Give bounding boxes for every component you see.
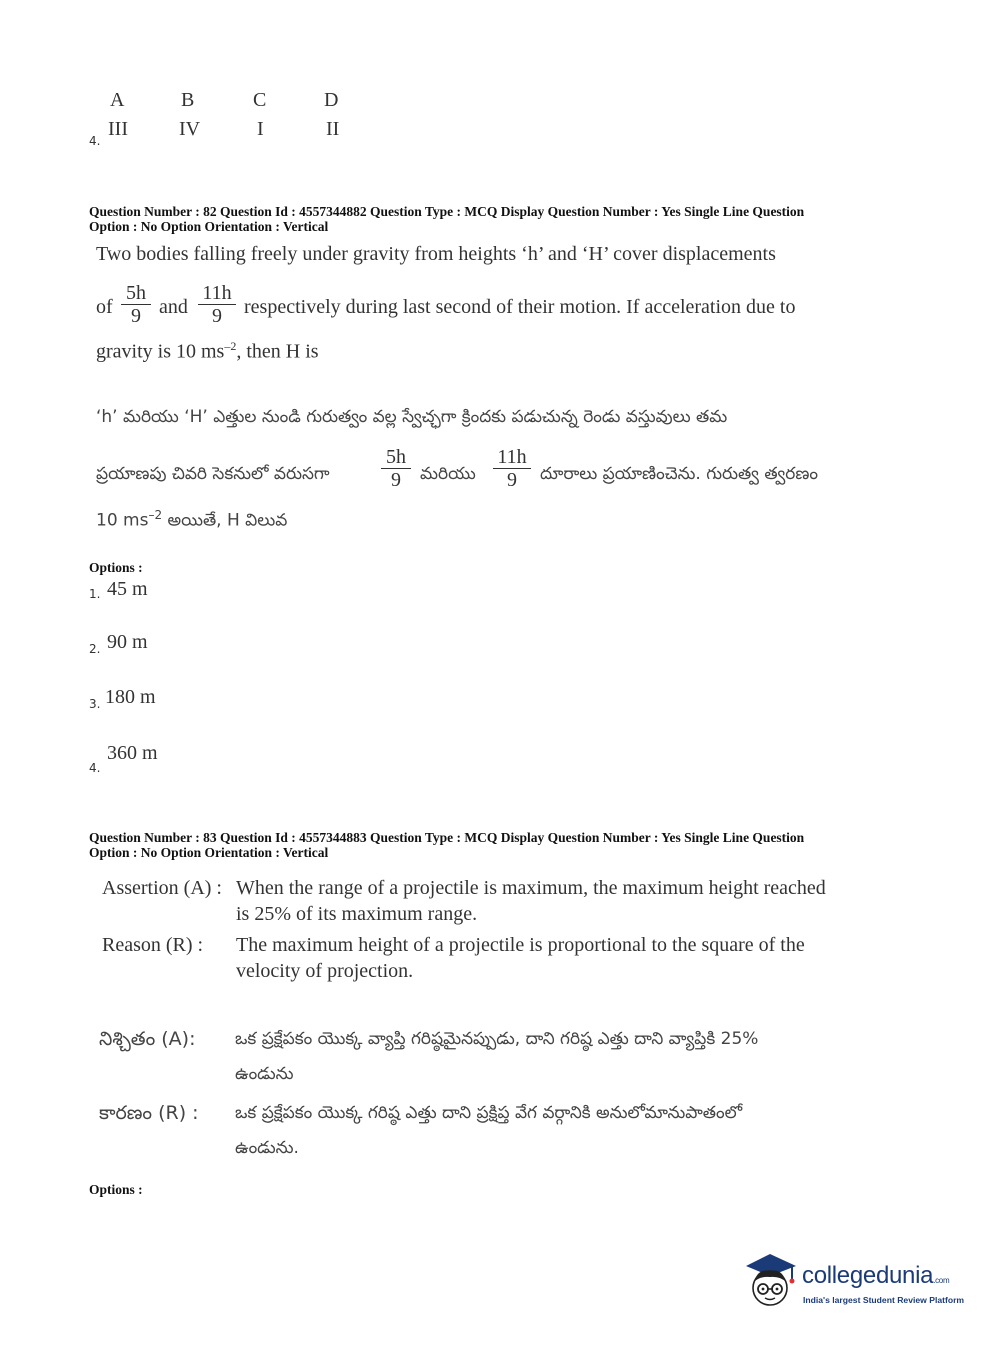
q82-option-4[interactable]: 360 m xyxy=(107,742,158,764)
match-header-c: C xyxy=(253,89,267,111)
fraction-denominator: 9 xyxy=(507,469,517,491)
mascot-icon xyxy=(740,1250,802,1312)
q83-telugu-assertion-line1: ఒక ప్రక్షేపకం యొక్క వ్యాప్తి గరిష్ఠమైనప్పుడు, దాని గరిష్ఠ ఎత్తు దాని వ్యాప్తికి 25% xyxy=(235,1029,759,1049)
logo-name: collegedunia xyxy=(802,1262,934,1289)
q83-header-line2: Option : No Option Orientation : Vertical xyxy=(89,845,329,860)
superscript: –2 xyxy=(224,339,237,353)
q82-option-2[interactable]: 90 m xyxy=(107,631,148,653)
q82-telugu-line2b: దూరాలు ప్రయాణించెను. గురుత్వ త్వరణం xyxy=(540,464,818,484)
match-value-d: II xyxy=(326,118,340,140)
q82-fraction-5h-9 xyxy=(121,282,151,327)
q82-option-2-number: 2. xyxy=(89,642,101,656)
q82-english-of: of xyxy=(96,296,113,318)
q82-header-line1: Question Number : 82 Question Id : 4557344882 Question Type : MCQ Display Question Number : Yes Single Line Question xyxy=(89,204,805,219)
superscript: –2 xyxy=(148,508,163,522)
text: gravity is 10 ms xyxy=(96,340,225,363)
text: అయితే, H విలువ xyxy=(162,510,288,531)
logo-wordmark xyxy=(802,1262,949,1290)
q82-english-line2: respectively during last second of their motion. If acceleration due to xyxy=(244,296,796,318)
fraction-numerator: 5h xyxy=(121,282,151,305)
q82-option-3[interactable]: 180 m xyxy=(105,686,156,708)
q83-header-line1: Question Number : 83 Question Id : 4557344883 Question Type : MCQ Display Question Number : Yes Single Line Question xyxy=(89,830,805,845)
q83-telugu-reason-line2: ఉండును. xyxy=(235,1138,299,1158)
text: 10 ms xyxy=(96,510,149,531)
logo-suffix: .com xyxy=(933,1276,950,1285)
match-header-d: D xyxy=(324,89,339,111)
fraction-denominator: 9 xyxy=(212,305,222,327)
q83-telugu-assertion-line2: ఉండును xyxy=(235,1064,294,1084)
q82-header-line2: Option : No Option Orientation : Vertical xyxy=(89,219,329,234)
q82-telugu-mid: మరియు xyxy=(420,464,476,484)
q82-options-label: Options : xyxy=(89,560,143,575)
q82-option-3-number: 3. xyxy=(89,697,101,711)
fraction-denominator: 9 xyxy=(131,305,141,327)
q83-assertion-line1: When the range of a projectile is maximum, the maximum height reached xyxy=(236,877,826,899)
q83-assertion-line2: is 25% of its maximum range. xyxy=(236,903,478,925)
fraction-numerator: 11h xyxy=(493,446,531,469)
q83-reason-line1: The maximum height of a projectile is proportional to the square of the xyxy=(236,934,805,956)
q82-telugu-fraction-11h-9 xyxy=(493,446,531,491)
fraction-numerator: 11h xyxy=(198,282,236,305)
text: , then H is xyxy=(236,340,319,363)
q83-assertion-label: Assertion (A) : xyxy=(102,877,222,899)
q82-telugu-line1: ‘h’ మరియు ‘H’ ఎత్తుల నుండి గురుత్వం వల్ల స్వేచ్ఛగా క్రిందకు పడుచున్న రెండు వస్తువులు తమ xyxy=(96,407,728,427)
q83-telugu-reason-label: కారణం (R) : xyxy=(99,1102,199,1124)
match-value-c: I xyxy=(257,118,264,140)
match-header-a: A xyxy=(110,89,125,111)
q82-english-line1: Two bodies falling freely under gravity from heights ‘h’ and ‘H’ cover displacements xyxy=(96,243,776,265)
q82-option-4-number: 4. xyxy=(89,761,101,775)
q82-telugu-line2a: ప్రయాణపు చివరి సెకనులో వరుసగా xyxy=(96,464,330,484)
q82-telugu-fraction-5h-9 xyxy=(381,446,411,491)
collegedunia-logo[interactable] xyxy=(740,1250,970,1316)
q83-reason-label: Reason (R) : xyxy=(102,934,204,956)
q83-options-label: Options : xyxy=(89,1182,143,1197)
logo-tagline: India's largest Student Review Platform xyxy=(803,1295,965,1305)
q83-telugu-assertion-label: నిశ్చితం (A): xyxy=(99,1028,196,1050)
match-header-b: B xyxy=(181,89,195,111)
option-number: 4. xyxy=(89,134,101,148)
q82-english-line3 xyxy=(96,339,319,364)
q82-option-1-number: 1. xyxy=(89,587,101,601)
fraction-denominator: 9 xyxy=(391,469,401,491)
q82-fraction-11h-9 xyxy=(198,282,236,327)
q82-english-and: and xyxy=(159,296,188,318)
q82-option-1[interactable]: 45 m xyxy=(107,578,148,600)
match-value-a: III xyxy=(108,118,128,140)
match-value-b: IV xyxy=(179,118,201,140)
fraction-numerator: 5h xyxy=(381,446,411,469)
q83-telugu-reason-line1: ఒక ప్రక్షేపకం యొక్క గరిష్ఠ ఎత్తు దాని ప్రక్షిప్త వేగ వర్గానికి అనులోమానుపాతంలో xyxy=(235,1103,743,1123)
q83-reason-line2: velocity of projection. xyxy=(236,960,414,982)
q82-telugu-line3 xyxy=(96,508,287,535)
